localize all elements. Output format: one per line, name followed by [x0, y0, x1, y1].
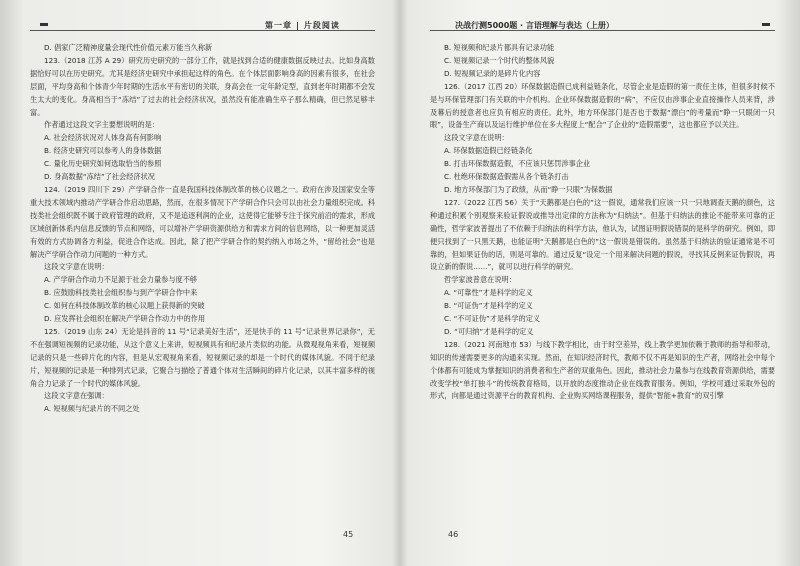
- left-page: [30, 0, 375, 566]
- answer-option: D. 短视频记录的是碎片化内容: [444, 68, 541, 78]
- chapter-label: 第一章: [265, 21, 292, 30]
- header-rule: [430, 30, 775, 31]
- book-title-header: 决战行测5000题 · 言语理解与表达（上册）: [455, 21, 614, 30]
- answer-option: C. 短视频记录一个时代的整体风貌: [444, 55, 555, 65]
- question-text: 123.（2018 江苏 A 29）研究历史研究的一部分工作，就是找到合适的健康数据反映过去。比如身高数据恰好可以在历史研究。尤其是经济史研究中承担起这样的角色。在个体层面影响身高的因素有很多，在社会层面，平均身高和个体青少年时期的生活水平有密切的关联，身高会在一定年龄定型，直到老年时期都不会发生太大的变化。身高相当于“冻结”了过去的社会经济状况，虽然没有能准确生卒子那么精确，但已然足够丰富。: [30, 55, 375, 117]
- question-text: 124.（2019 四川下 29）产学研合作一直是我国科技体制改革的核心议题之一。政府在涉及国家安全等重大技术领域内推动产学研合作启动思路，然而，在很多情况下产学研合作只会可以由社会力量组织完成。科技类社会组织既不属于政府管理的政府，又不是追逐利润的企业，这使得它能够专注于探究前沿的需求，形成区域创新体系内信息反馈的节点和网络，可以增补产学研资源供给方和需求方间的信息网络，以一种更加灵活有效的方式协调各方利益，促进合作达成。因此，除了把产学研合作的契约纳入市场之外，“留给社会”也是解决产学研合作动力问题的一种方式。: [30, 184, 375, 259]
- answer-option: C. 量化历史研究如何选取恰当的参照: [44, 159, 162, 169]
- question-text: 128.（2021 河南地市 53）与线下教学相比，由于时空差异，线上教学更加依赖于教师的指导和带动，知识的传递需要更多的沟通来实现。然而，在知识经济时代，教师不仅不再是知识的生产者，网络社会中每个个体都有可能成为掌握知识的消费者和生产者的双重角色。因此，推动社会力量参与在线教育资源供给，需要改变学校“单打独斗”的传统教育格局，以开放的态度推动企业在线教育服务。例如，学校可通过采取外包的形式，向都是通过资源平台的教育机构、企业购买网络课程服务，提供“智能+教育”的双引擎: [430, 339, 775, 401]
- header-rule: [30, 30, 375, 31]
- chapter-title: 片段阅读: [303, 21, 340, 30]
- question-text: 这段文字意在说明：: [44, 262, 109, 272]
- answer-option: D. 应发挥社会组织在解决产学研合作动力中的作用: [44, 314, 206, 324]
- question-text: 125.（2019 山东 24）无论是抖音的 11 号“记录美好生活”，还是快手的 11 号“记录世界记录你”，无不在强调短视频的记录功能，从这个意义上来讲，短视频具有和纪录片类似的功能。从微观视角来看，短视频记录的只是一些碎片化的内容，但是从宏观视角来看，短视频记录的却是一个时代的媒体风貌。不同于纪录片，短视频的记录是一种排列式记录，它聚合与描绘了普通个体对生活瞬间的碎片化记录，以其丰富多样的视角合力记录了一个时代的媒体风貌。: [30, 326, 375, 388]
- answer-option: D. 身高数据“冻结”了社会经济状况: [44, 172, 155, 182]
- question-text: 作者通过这段文字主要想说明的是：: [44, 120, 160, 130]
- page-number: 45: [343, 530, 354, 539]
- answer-option: B. 应鼓励科技类社会组织参与到产学研合作中来: [44, 288, 198, 298]
- answer-option: B. 短视频和纪录片都具有记录功能: [444, 43, 555, 52]
- question-text: 127.（2022 江西 56）关于“天鹅都是白色的”这一假说，通常我们应该一只一只地调查天鹅的颜色，这种通过积累个别观察来验证假说或推导出定律的方法称为“归纳法”。但基于归纳法的推论不能带来可靠的正确性，哲学家波普提出了不依赖于归纳法的科学方法，他认为，试图证明假说错误的是科学的研究。例如，即便只找到了一只黑天鹅，也能证明“天鹅都是白色的”这一假说是错误的。虽然基于归纳法的验证通常是不可靠的，但如果证伪的话，则是可靠的。通过反复“设定一个用来解决问题的假说，寻找其反例来证伪假说，再设立新的假说……”，就可以进行科学的研究。: [430, 197, 775, 272]
- answer-option: C. “不可证伪”才是科学的定义: [444, 314, 541, 324]
- answer-option: A. 社会经济状况对人体身高有何影响: [44, 133, 162, 143]
- chapter-header: 第一章 | 片段阅读: [265, 21, 340, 30]
- page-number: 46: [448, 530, 459, 539]
- right-page: [430, 0, 775, 566]
- answer-option: B. 打击环保数据造假，不应该只惩罚涉事企业: [444, 159, 591, 169]
- answer-option: C. 杜绝环保数据造假需从各个链条打击: [444, 172, 569, 182]
- answer-option: B. 经济史研究可以参考人的身体数据: [44, 146, 162, 156]
- answer-option: D. 倡家广泛精神度量会现代性价值元素万能当久称新: [44, 43, 213, 52]
- question-text: 哲学家波普意在说明：: [444, 275, 516, 285]
- header-decoration: [762, 23, 770, 26]
- question-text: 这段文字意在强调：: [44, 391, 109, 401]
- right-page-content: [430, 42, 775, 403]
- answer-option: A. 环保数据造假已经链条化: [444, 146, 533, 156]
- answer-option: B. “可证伪”才是科学的定义: [444, 301, 533, 311]
- answer-option: A. 产学研合作动力不足源于社会力量参与度不够: [44, 275, 198, 285]
- left-page-content: [30, 42, 375, 416]
- question-text: 126.（2017 江西 20）环保数据造假已成利益链条化，尽管企业是造假的第一责任主体，但很多时候不是与环保管理部门有关联的中介机构。企业环保数据造假的“病”，不应仅由涉事企业直接操作人员来背，涉及幕后的授意者也应负有相应的责任。此外，地方环保部门是否也于数据“漂白”的考量而“睁一只眼闭一只眼”，设备生产商以及运行维护单位在多大程度上“配合”了企业的“造假需要”，这也都应予以关注。: [430, 81, 775, 130]
- answer-option: A. “可靠性”才是科学的定义: [444, 288, 533, 298]
- answer-option: D. 地方环保部门为了政绩，从而“睁一只眼”为保数据: [444, 184, 613, 194]
- question-text: 这段文字意在说明：: [444, 133, 509, 143]
- answer-option: C. 如何在科技体制改革的核心议题上获得新的突破: [44, 301, 205, 311]
- answer-option: D. “可归纳”才是科学的定义: [444, 326, 534, 336]
- answer-option: A. 短视频与纪录片的不同之处: [44, 404, 140, 414]
- header-decoration: [40, 23, 48, 26]
